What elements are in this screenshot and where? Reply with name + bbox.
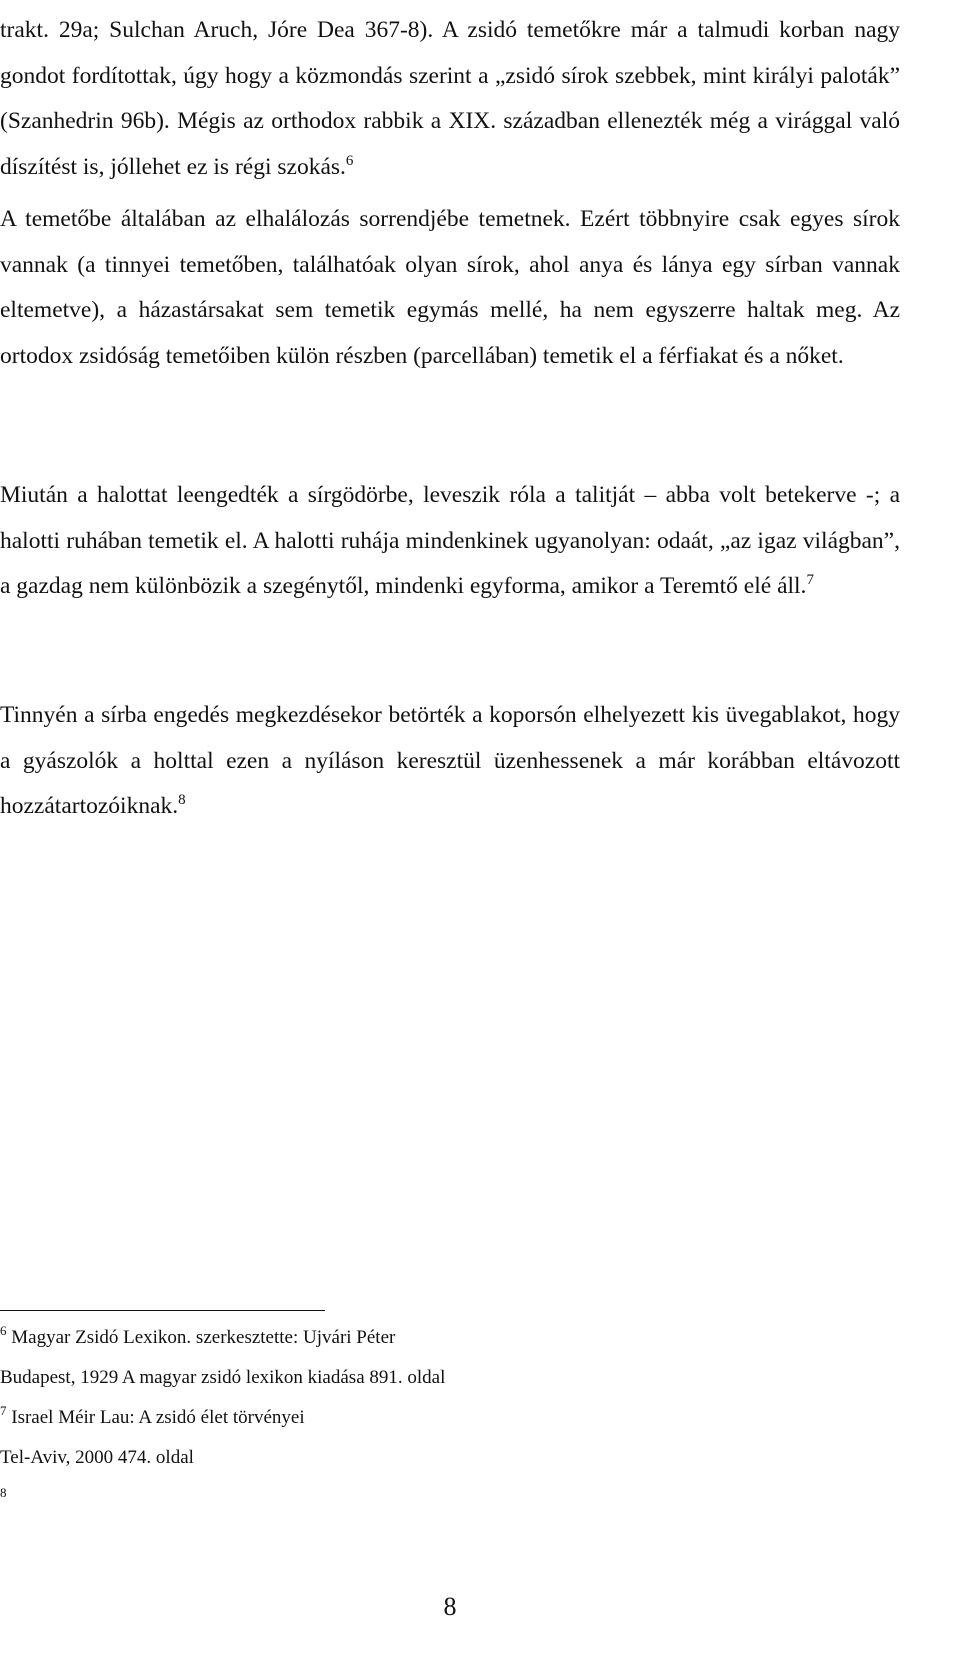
footnote-ref-8: 8	[178, 792, 186, 808]
footnote-6-number: 6	[0, 1323, 7, 1338]
paragraph-1	[0, 8, 900, 190]
footnote-7-line-2: Tel-Aviv, 2000 474. oldal	[0, 1447, 194, 1468]
footnotes	[0, 1318, 900, 1508]
footnote-7-line-1	[0, 1398, 900, 1438]
footnote-7-text-1: Israel Méir Lau: A zsidó élet törvényei	[11, 1407, 305, 1428]
paragraph-2-text: A temetőbe általában az elhalálozás sorrendjébe temetnek. Ezért többnyire csak egyes sírok vannak (a tinnyei temetőben, találhatóak olyan sírok, ahol anya és lánya egy sírban vannak eltemetve), a házastársakat sem temetik egymás mellé, ha nem egyszerre haltak meg. Az ortodox zsidóság temetőiben külön részben (parcellában) temetik el a férfiakat és a nőket.	[0, 206, 900, 369]
paragraph-2	[0, 197, 900, 379]
paragraph-4	[0, 693, 900, 830]
paragraph-1-text: trakt. 29a; Sulchan Aruch, Jóre Dea 367-8). A zsidó temetőkre már a talmudi korban nagy gondot fordítottak, úgy hogy a közmondás szerint a „zsidó sírok szebbek, mint királyi paloták” (Szanhedrin 96b). Mégis az orthodox rabbik a XIX. században ellenezték még a virággal való díszítést is, jóllehet ez is régi szokás.	[0, 17, 900, 180]
footnote-ref-7: 7	[806, 572, 814, 588]
footnote-ref-6: 6	[345, 152, 354, 169]
footnote-7-number: 7	[0, 1403, 7, 1418]
footnote-6-line-1	[0, 1318, 900, 1358]
paragraph-4-text: Tinnyén a sírba engedés megkezdésekor betörték a koporsón elhelyezett kis üvegablakot, hogy a gyászolók a holttal ezen a nyíláson keresztül üzenhessenek a már korábban eltávozott hozzátartozóiknak.	[0, 702, 900, 819]
footnote-8-number: 8	[0, 1485, 7, 1500]
paragraph-3-text: Miután a halottat leengedték a sírgödörbe, leveszik róla a talitját – abba volt betekerve -; a halotti ruhában temetik el. A halotti ruhája mindenkinek ugyanolyan: odaát, „az igaz világban”, a gazdag nem különbözik a szegénytől, mindenki egyforma, amikor a Teremtő elé áll.	[0, 482, 900, 599]
page-number: 8	[443, 1592, 457, 1621]
footnote-separator	[0, 1310, 325, 1311]
footnote-6-line-2: Budapest, 1929 A magyar zsidó lexikon kiadása 891. oldal	[0, 1367, 446, 1388]
paragraph-3	[0, 473, 900, 610]
footnote-6-text-1: Magyar Zsidó Lexikon. szerkesztette: Ujvári Péter	[11, 1327, 396, 1348]
